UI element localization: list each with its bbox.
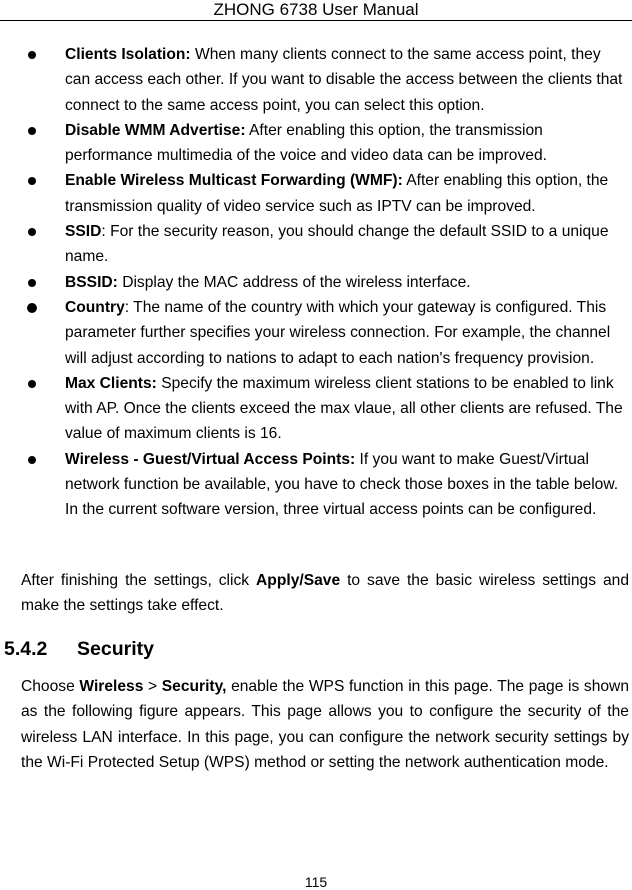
bullet-term: SSID: [65, 223, 102, 241]
page-header: ZHONG 6738 User Manual: [0, 0, 632, 21]
feature-bullet-list: [0, 42, 632, 523]
bullet-bssid: [0, 270, 632, 295]
paragraph-text: After finishing the settings, click: [21, 572, 257, 589]
bullet-description: Display the MAC address of the wireless interface.: [117, 273, 471, 291]
bullet-description: After enabling this option, the transmission performance multimedia of the voice and video data can be improved.: [65, 121, 547, 165]
bullet-description: : For the security reason, you should change the default SSID to a unique name.: [65, 223, 609, 266]
bullet-dot-icon: [28, 51, 36, 59]
apply-save-paragraph: [21, 568, 629, 619]
bullet-dot-icon: [28, 279, 36, 287]
section-number: 5.4.2: [4, 638, 48, 660]
paragraph-text: enable the WPS function in this page. The page is shown as the following figure appears. This page allows you to configure the security of the wireless LAN interface. In this page, you can configure the network security settings by the Wi-Fi Protected Setup (WPS) method or setting the network authentication mode.: [21, 678, 629, 771]
bullet-dot-icon: [28, 228, 36, 236]
bullet-term: BSSID:: [65, 273, 118, 291]
bullet-dot-icon: [28, 456, 36, 464]
section-title: Security: [77, 638, 154, 660]
bullet-dot-icon: [27, 303, 37, 313]
menu-security-reference: Security,: [161, 678, 227, 695]
bullet-description: After enabling this option, the transmission quality of video service such as IPTV can be improved.: [65, 172, 609, 215]
menu-separator: >: [143, 678, 162, 695]
bullet-description: If you want to make Guest/Virtual network function be available, you have to check those boxes in the table below. In the current software version, three virtual access points can be configured.: [65, 450, 619, 519]
security-paragraph: [21, 674, 629, 775]
bullet-disable-wmm-advertise: [0, 118, 632, 169]
bullet-term: Disable WMM Advertise:: [65, 121, 246, 139]
bullet-ssid: [0, 219, 632, 270]
paragraph-text: Choose: [21, 678, 80, 695]
bullet-dot-icon: [28, 380, 36, 388]
bullet-term: Country: [65, 298, 125, 316]
bullet-dot-icon: [28, 177, 36, 185]
bullet-term: Wireless - Guest/Virtual Access Points:: [65, 450, 356, 468]
section-heading: [4, 638, 154, 661]
bullet-description: When many clients connect to the same access point, they can access each other. If you want to disable the access between the clients that connect to the same access point, you can select this option.: [65, 46, 623, 114]
menu-wireless-reference: Wireless: [79, 678, 144, 695]
bullet-dot-icon: [28, 127, 36, 135]
bullet-enable-wmf: [0, 168, 632, 219]
bullet-description: : The name of the country with which your gateway is configured. This parameter further specifies your wireless connection. For example, the channel will adjust according to nations to adapt to each nation's frequency provision.: [65, 298, 611, 367]
bullet-country: [0, 295, 632, 371]
paragraph-text: to save the basic wireless settings and make the settings take effect.: [21, 572, 629, 615]
bullet-term: Clients Isolation:: [65, 46, 191, 63]
bullet-clients-isolation: [0, 42, 632, 118]
apply-save-reference: Apply/Save: [256, 572, 341, 589]
bullet-max-clients: [0, 371, 632, 447]
bullet-guest-virtual-ap: [0, 447, 632, 523]
bullet-term: Enable Wireless Multicast Forwarding (WMF):: [65, 172, 403, 190]
bullet-term: Max Clients:: [65, 374, 157, 392]
bullet-description: Specify the maximum wireless client stations to be enabled to link with AP. Once the clients exceed the max vlaue, all other clients are refused. The value of maximum clients is 16.: [65, 374, 623, 443]
page-number: 115: [304, 874, 328, 890]
